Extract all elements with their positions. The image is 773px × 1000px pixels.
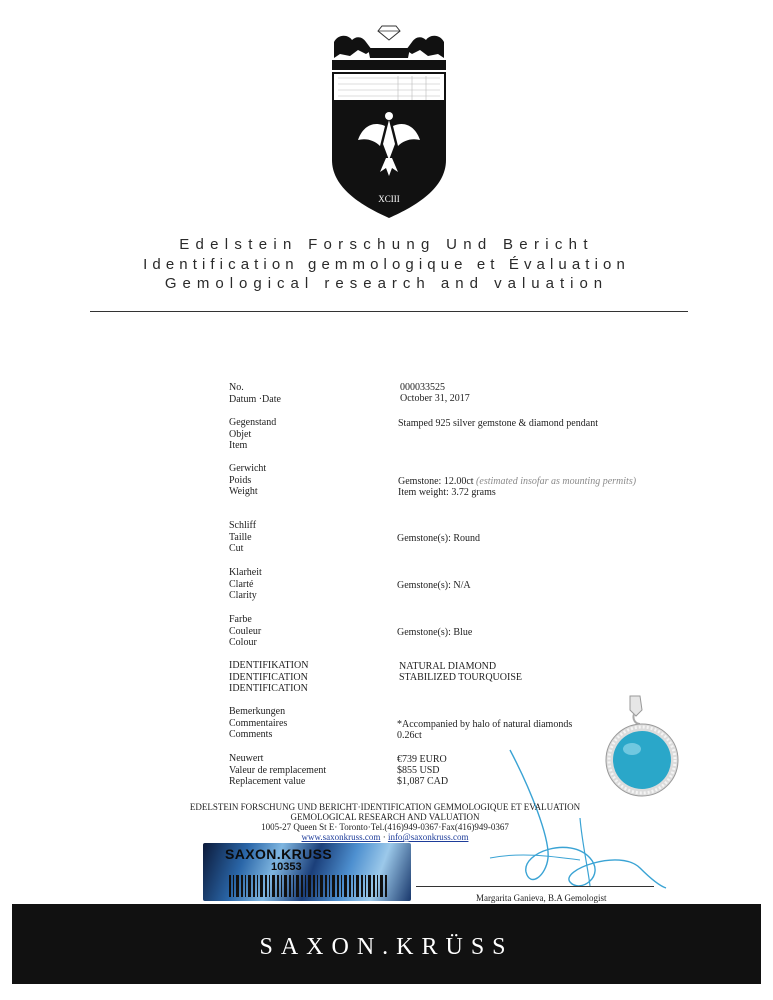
field-label: Klarheit: [229, 567, 262, 578]
item-description: Stamped 925 silver gemstone & diamond pendant: [398, 418, 598, 429]
gemstone-weight-value: Gemstone: 12.00ct: [398, 476, 474, 487]
heading-divider: [90, 311, 688, 312]
field-label: Clarity: [229, 590, 257, 601]
field-comments-labels: [229, 706, 287, 741]
replacement-cad: $1,087 CAD: [397, 776, 449, 787]
report-date: October 31, 2017: [400, 393, 470, 404]
field-label: Farbe: [229, 614, 252, 625]
weight-estimate-note: (estimated insofar as mounting permits): [476, 476, 637, 487]
field-label: Commentaires: [229, 717, 288, 729]
signer-name: Margarita Ganieva, B.A Gemologist: [476, 893, 607, 903]
report-number: 000033525: [400, 382, 445, 393]
field-label: Objet: [229, 428, 252, 440]
footer-address: 1005-27 Queen St E· Toronto·Tel.(416)949-0367·Fax(416)949-0367: [261, 822, 509, 832]
field-item-labels: [229, 417, 276, 452]
hologram-sticker: [203, 843, 411, 901]
field-replacement-labels: [229, 753, 326, 788]
field-label: Gegenstand: [229, 417, 277, 428]
field-label: IDENTIFICATION: [229, 683, 308, 694]
field-label: Item: [229, 440, 248, 451]
footer-contact: [150, 832, 620, 843]
hologram-brand: SAXON.KRUSS: [225, 846, 333, 862]
field-identification-labels: [229, 660, 308, 695]
field-cut-labels: [229, 520, 256, 555]
field-label: Poids: [229, 474, 252, 486]
item-weight: Item weight: 3.72 grams: [398, 487, 496, 498]
replacement-usd: $855 USD: [397, 765, 440, 776]
field-label: Bemerkungen: [229, 706, 286, 717]
field-label: Taille: [229, 531, 252, 543]
heading-french: Identification gemmologique et Évaluation: [143, 256, 630, 273]
footer-line-2: GEMOLOGICAL RESEARCH AND VALUATION: [290, 812, 480, 822]
heading-german: Edelstein Forschung Und Bericht: [179, 236, 594, 253]
field-label: Datum ·Date: [229, 393, 281, 405]
field-label: Cut: [229, 543, 244, 554]
brand-name: SAXON.KRÜSS: [259, 934, 514, 960]
field-weight-labels: [229, 463, 266, 498]
field-label: Replacement value: [229, 776, 306, 787]
comments-carat: 0.26ct: [397, 730, 422, 741]
field-label: Gerwicht: [229, 463, 267, 474]
field-label: IDENTIFICATION: [229, 671, 308, 683]
identification-diamond: NATURAL DIAMOND: [399, 661, 497, 672]
hologram-number: 10353: [271, 861, 302, 873]
field-label: Neuwert: [229, 753, 264, 764]
crest-logo: [328, 20, 450, 220]
field-label: Schliff: [229, 520, 257, 531]
email-link[interactable]: info@saxonkruss.com: [387, 832, 469, 842]
field-label: Valeur de remplacement: [229, 764, 327, 776]
field-label: Weight: [229, 486, 258, 497]
clarity-value: Gemstone(s): N/A: [397, 580, 471, 591]
field-label: Comments: [229, 729, 273, 740]
field-label: IDENTIFIKATION: [229, 660, 309, 671]
field-label: Colour: [229, 637, 257, 648]
website-link[interactable]: www.saxonkruss.com: [301, 832, 381, 842]
colour-value: Gemstone(s): Blue: [397, 627, 473, 638]
field-number-date-labels: [229, 382, 281, 405]
footer-line-1: EDELSTEIN FORSCHUNG UND BERICHT·IDENTIFICATION GEMMOLOGIQUE ET EVALUATION: [189, 802, 581, 812]
field-label: Clarté: [229, 578, 254, 590]
signature-line: [416, 886, 654, 887]
crest-emblem-text: XCIII: [378, 194, 400, 204]
heading-english: Gemological research and valuation: [164, 275, 609, 292]
field-label: Couleur: [229, 625, 262, 637]
field-clarity-labels: [229, 567, 262, 602]
field-label: No.: [229, 382, 244, 393]
gemstone-weight: [398, 476, 636, 488]
cut-value: Gemstone(s): Round: [397, 533, 481, 544]
field-colour-labels: [229, 614, 261, 649]
replacement-eur: €739 EURO: [397, 754, 447, 765]
barcode: [229, 875, 389, 897]
identification-turquoise: STABILIZED TOURQUOISE: [399, 672, 522, 683]
contact-separator: ·: [382, 832, 386, 842]
comments-value: *Accompanied by halo of natural diamonds: [397, 719, 573, 730]
